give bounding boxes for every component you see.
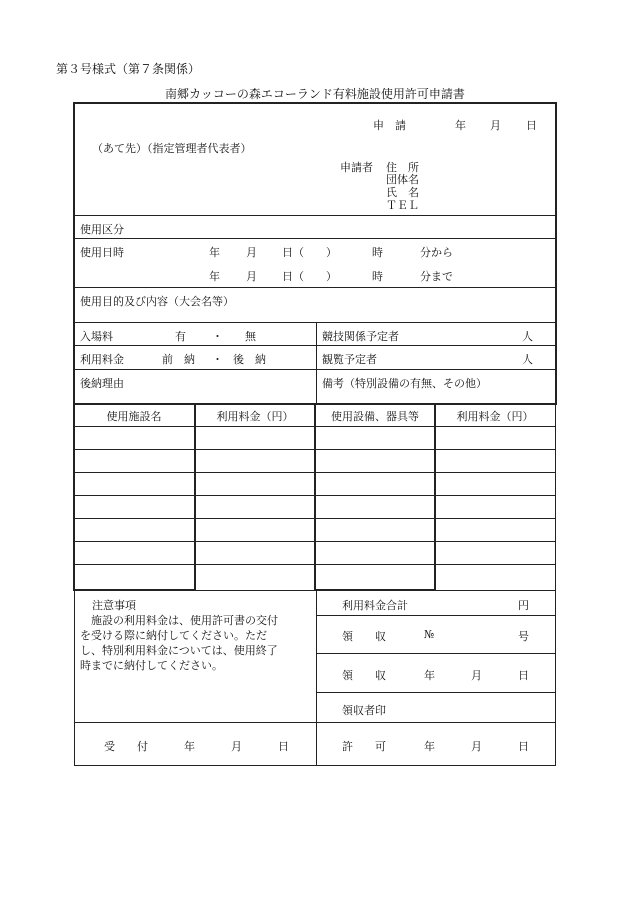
usage-datetime-label: 使用日時 — [80, 246, 124, 259]
remarks-label: 備考（特別設備の有無、その他） — [322, 377, 487, 390]
receipt-date-label: 領 収 — [342, 669, 386, 682]
notes-line-3: し、特別利用料金については、使用終了 — [80, 644, 278, 657]
line-fee-top — [74, 322, 556, 323]
spectators-label: 観覧予定者 — [322, 353, 377, 366]
address-label: 住 所 — [386, 161, 419, 174]
table-col-div-1 — [194, 404, 196, 590]
table-row-line — [74, 472, 556, 473]
table-header-fee1: 利用料金（円） — [216, 410, 294, 423]
table-bottom-mid — [314, 589, 436, 591]
addressee: （あて先）（指定管理者代表者） — [92, 142, 252, 155]
dt1-from: 分から — [420, 246, 453, 259]
purpose-label: 使用目的及び内容（大会名等） — [80, 295, 234, 308]
usage-fee-dot: ・ — [212, 353, 223, 366]
dt1-hour: 時 — [372, 246, 383, 259]
dt1-year: 年 — [209, 246, 220, 259]
right-box-line — [316, 615, 556, 616]
apply-label: 申 請 — [373, 119, 406, 132]
permit-month: 月 — [471, 740, 482, 753]
line-fee-mid — [74, 345, 556, 346]
receipt-label: 領 収 — [342, 630, 386, 643]
table-col-div-3 — [434, 404, 436, 590]
tel-label: ＴＥＬ — [386, 199, 419, 212]
table-header-facility: 使用施設名 — [106, 410, 162, 423]
line-purpose-top — [74, 287, 556, 288]
header-month: 月 — [490, 119, 501, 132]
usage-fee-label: 利用料金 — [80, 353, 124, 366]
form-title: 南郷カッコーの森エコーランド有料施設使用許可申請書 — [165, 87, 465, 101]
header-year: 年 — [455, 119, 466, 132]
permit-label: 許 可 — [342, 740, 386, 753]
deferred-reason-label: 後納理由 — [80, 377, 124, 390]
right-box-line — [316, 653, 556, 654]
receiver-seal-label: 領収者印 — [342, 704, 386, 717]
table-row-line — [74, 541, 556, 542]
line-datetime-top — [74, 238, 556, 239]
dt2-until: 分まで — [420, 270, 453, 283]
total-fee-label: 利用料金合計 — [342, 599, 408, 612]
admission-fee-label: 入場料 — [80, 330, 113, 343]
receipt-day: 日 — [518, 669, 529, 682]
frame-right-thick — [555, 102, 557, 404]
notes-line-4: 時までに納付してください。 — [80, 659, 223, 672]
received-label: 受 付 — [104, 740, 148, 753]
line-usage-category-top — [74, 215, 556, 216]
group-label: 団体名 — [386, 173, 419, 186]
receipt-no-label: № — [424, 628, 435, 641]
table-row-line — [74, 449, 556, 450]
admission-no: 無 — [245, 330, 256, 343]
line-fee-bottom — [74, 369, 556, 370]
receipt-year: 年 — [424, 669, 435, 682]
usage-category-label: 使用区分 — [80, 223, 124, 236]
spectators-unit: 人 — [522, 353, 533, 366]
dt2-month: 月 — [246, 270, 257, 283]
usage-fee-postpay: 後 納 — [233, 353, 266, 366]
table-row-line — [74, 426, 556, 427]
frame-left-thin — [74, 590, 75, 765]
admission-dot: ・ — [212, 330, 223, 343]
total-fee-unit: 円 — [518, 599, 529, 612]
frame-left-thick — [73, 102, 75, 590]
received-year: 年 — [184, 740, 195, 753]
receipt-number-suffix: 号 — [518, 630, 529, 643]
notes-line-2: を受ける際に納付してください。ただ — [80, 629, 267, 642]
table-bottom-thin — [435, 590, 556, 591]
right-box-line — [316, 692, 556, 693]
received-day: 日 — [278, 740, 289, 753]
dt2-hour: 時 — [372, 270, 383, 283]
dt1-month: 月 — [246, 246, 257, 259]
notes-heading: 注意事項 — [92, 599, 136, 612]
table-row-line — [74, 518, 556, 519]
form-number: 第３号様式（第７条関係） — [56, 62, 201, 76]
competitors-unit: 人 — [522, 330, 533, 343]
header-day: 日 — [526, 119, 537, 132]
line-footer-top — [74, 722, 556, 723]
table-bottom-thin — [195, 590, 315, 591]
table-header-fee2: 利用料金（円） — [456, 410, 534, 423]
competitors-label: 競技関係予定者 — [322, 330, 399, 343]
name-label: 氏 名 — [386, 186, 419, 199]
table-col-div-2 — [314, 404, 316, 590]
table-row-line — [74, 495, 556, 496]
admission-yes: 有 — [175, 330, 186, 343]
usage-fee-prepay: 前 納 — [162, 353, 195, 366]
fee-divider — [316, 322, 317, 404]
table-header-equipment: 使用設備、器具等 — [331, 410, 419, 423]
lower-divider — [316, 590, 317, 765]
dt2-day: 日（ ） — [282, 270, 337, 283]
receipt-month: 月 — [471, 669, 482, 682]
notes-line-1: 施設の利用料金は、使用許可書の交付 — [80, 614, 278, 627]
permit-year: 年 — [424, 740, 435, 753]
dt1-day: 日（ ） — [282, 246, 337, 259]
received-month: 月 — [231, 740, 242, 753]
dt2-year: 年 — [209, 270, 220, 283]
frame-right-thin — [555, 404, 556, 765]
table-bottom-left — [73, 589, 195, 591]
table-row-line — [74, 564, 556, 565]
frame-bottom — [74, 765, 556, 766]
applicant-label: 申請者 — [340, 161, 373, 174]
permit-day: 日 — [518, 740, 529, 753]
frame-top — [73, 102, 556, 104]
